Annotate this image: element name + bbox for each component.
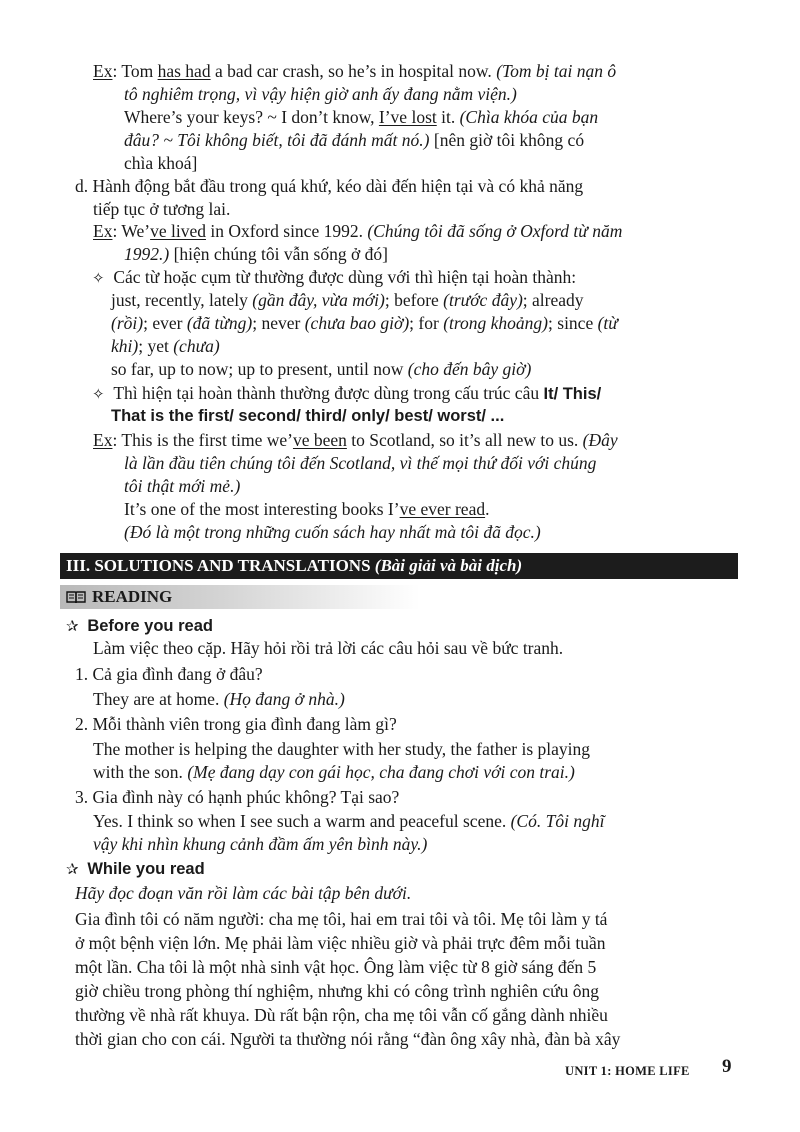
bullet-1-line-1 xyxy=(92,266,576,290)
passage-line-1: Gia đình tôi có năm người: cha mẹ tôi, hai em trai tôi và tôi. Mẹ tôi làm y tá xyxy=(75,909,608,929)
bullet-2-structure-a: It/ This/ xyxy=(543,385,602,403)
ex3-underlined-verb: ve lived xyxy=(150,221,206,241)
bullet-2-text: Thì hiện tại hoàn thành thường được dùng trong cấu trúc câu xyxy=(113,383,544,403)
section-title: III. SOLUTIONS AND TRANSLATIONS (Bài giải và bài dịch) xyxy=(66,556,523,575)
ex3-translation-b: 1992.) xyxy=(124,244,170,264)
answer-2-line-2: with the son. (Mẹ đang dạy con gái học, cha đang chơi với con trai.) xyxy=(93,762,575,782)
page-number: 9 xyxy=(722,1056,732,1077)
bullet-1-line-4: khi); yet (chưa) xyxy=(111,336,220,356)
example-5-line-1: It’s one of the most interesting books I’ve ever read. xyxy=(124,499,490,519)
bullet-2-line-1 xyxy=(92,382,601,406)
passage-line-4: giờ chiều trong phòng thí nghiệm, nhưng khi có công trình nghiên cứu ông xyxy=(75,981,599,1001)
example-2-line-3: chìa khoá] xyxy=(124,153,198,173)
section-heading-bar xyxy=(60,553,738,579)
bullet-1-line-2: just, recently, lately (gần đây, vừa mới); before (trước đây); already xyxy=(111,290,584,310)
ex1-text-a: Tom xyxy=(121,61,158,81)
passage-line-2: ở một bệnh viện lớn. Mẹ phải làm việc nhiều giờ và phải trực đêm mỗi tuần xyxy=(75,933,606,953)
before-intro: Làm việc theo cặp. Hãy hỏi rồi trả lời các câu hỏi sau về bức tranh. xyxy=(93,638,564,658)
example-2-line-1 xyxy=(124,106,598,128)
reading-heading-bar xyxy=(60,585,420,609)
example-3-line-2 xyxy=(124,243,388,265)
answer-1: They are at home. (Họ đang ở nhà.) xyxy=(93,689,345,709)
ex1-translation-a: (Tom bị tai nạn ô xyxy=(496,61,617,81)
ex-label: Ex xyxy=(93,61,113,81)
passage-line-6: thời gian cho con cái. Người ta thường nói rằng “đàn ông xây nhà, đàn bà xây xyxy=(75,1029,621,1049)
diamond-bullet-icon: ✧ xyxy=(92,271,105,287)
ex-label: Ex xyxy=(93,430,113,450)
question-1: 1. Cả gia đình đang ở đâu? xyxy=(75,664,263,684)
ex2-translation-b: đâu? ~ Tôi không biết, tôi đã đánh mất nó.) xyxy=(124,130,430,150)
ex2-underlined-verb: I’ve lost xyxy=(378,107,437,127)
point-d-line-2: tiếp tục ở tương lai. xyxy=(93,199,231,219)
ex2-text-b: it. xyxy=(436,107,460,127)
example-3-line-1 xyxy=(93,220,622,242)
ex1-text-b: a bad car crash, so he’s in hospital now. xyxy=(210,61,497,81)
example-4-line-1: Ex: This is the first time we’ve been to Scotland, so it’s all new to us. (Đây xyxy=(93,430,618,450)
bullet-1-line-5: so far, up to now; up to present, until now (cho đến bây giờ) xyxy=(111,359,532,379)
page-number-wrap xyxy=(722,1056,732,1077)
before-you-read-heading: ✰ Before you read xyxy=(66,617,213,635)
point-d-line-1: d. Hành động bắt đầu trong quá khứ, kéo dài đến hiện tại và có khả năng xyxy=(75,176,584,196)
example-4-line-3: tôi thật mới mẻ.) xyxy=(124,476,241,496)
ex3-text-a: : We’ xyxy=(112,221,151,241)
ex3-translation-a: (Chúng tôi đã sống ở Oxford từ năm xyxy=(367,221,623,241)
star-icon: ✰ xyxy=(66,619,79,635)
answer-2-line-1: The mother is helping the daughter with her study, the father is playing xyxy=(93,739,591,759)
passage-line-3: một lần. Cha tôi là một nhà sinh vật học. Ông làm việc từ 8 giờ sáng đến 5 xyxy=(75,957,597,977)
bullet-1-text: Các từ hoặc cụm từ thường được dùng với thì hiện tại hoàn thành: xyxy=(113,267,577,287)
open-book-icon xyxy=(66,590,86,604)
answer-3-line-1: Yes. I think so when I see such a warm and peaceful scene. (Có. Tôi nghĩ xyxy=(93,811,605,831)
footer-unit-title: UNIT 1: HOME LIFE xyxy=(565,1064,690,1078)
reading-title: READING xyxy=(92,587,173,606)
question-3: 3. Gia đình này có hạnh phúc không? Tại sao? xyxy=(75,787,400,807)
ex1-underlined-verb: has had xyxy=(157,61,211,81)
example-1-line-2: tô nghiêm trọng, vì vậy hiện giờ anh ấy đang nằm viện.) xyxy=(124,84,517,104)
ex2-translation-a: (Chìa khóa của bạn xyxy=(459,107,599,127)
ex-colon: : xyxy=(112,61,122,81)
example-4-line-2: là lần đầu tiên chúng tôi đến Scotland, vì thế mọi thứ đối với chúng xyxy=(124,453,597,473)
ex-label: Ex xyxy=(93,221,113,241)
ex2-note-a: [nên giờ tôi không có xyxy=(429,130,585,150)
bullet-1-line-3: (rồi); ever (đã từng); never (chưa bao giờ); for (trong khoảng); since (từ xyxy=(111,313,618,333)
ex2-text-a: Where’s your keys? ~ I don’t know, xyxy=(124,107,379,127)
ex4-underlined-verb: ve been xyxy=(292,430,347,450)
section-title-translation: (Bài giải và bài dịch) xyxy=(374,556,523,575)
bullet-2-line-2: That is the first/ second/ third/ only/ best/ worst/ ... xyxy=(111,407,505,425)
example-1-line-1 xyxy=(93,60,616,82)
while-intro: Hãy đọc đoạn văn rồi làm các bài tập bên dưới. xyxy=(75,883,412,903)
running-footer xyxy=(565,1059,690,1081)
example-5-translation: (Đó là một trong những cuốn sách hay nhất mà tôi đã đọc.) xyxy=(124,522,541,542)
question-2: 2. Mỗi thành viên trong gia đình đang làm gì? xyxy=(75,714,397,734)
ex3-note: [hiện chúng tôi vẫn sống ở đó] xyxy=(169,244,388,264)
ex5-underlined-verb: ve ever read xyxy=(399,499,486,519)
ex3-text-b: in Oxford since 1992. xyxy=(205,221,368,241)
answer-3-line-2: vậy khi nhìn khung cảnh đầm ấm yên bình này.) xyxy=(93,834,428,854)
passage-line-5: thường về nhà rất khuya. Dù rất bận rộn, cha mẹ tôi vẫn cố gắng dành nhiều xyxy=(75,1005,608,1025)
diamond-bullet-icon: ✧ xyxy=(92,387,105,403)
while-you-read-heading: ✰ While you read xyxy=(66,860,205,878)
example-2-line-2 xyxy=(124,129,584,151)
star-icon: ✰ xyxy=(66,862,79,878)
